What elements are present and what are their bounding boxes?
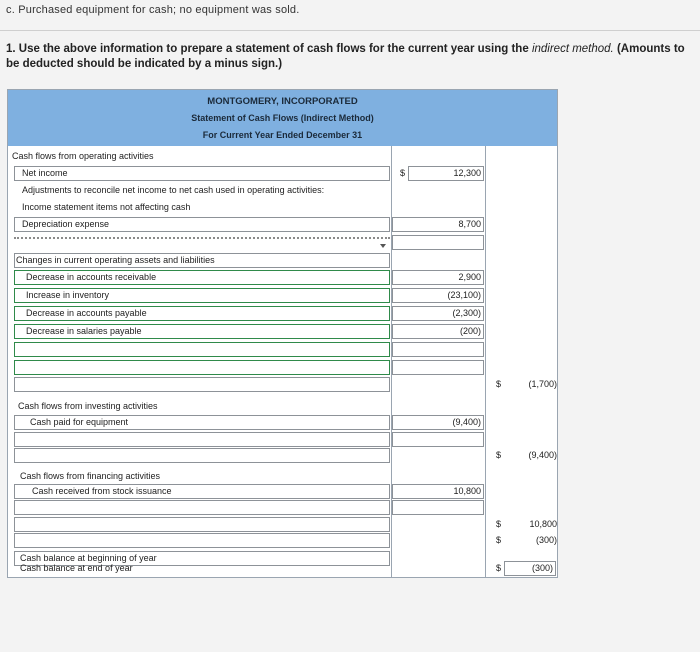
instructions xyxy=(6,42,692,72)
investing-total-dollar: $ xyxy=(496,450,502,460)
income-items-label: Income statement items not affecting cash xyxy=(22,202,191,212)
changes-heading: Changes in current operating assets and liabilities xyxy=(16,255,215,265)
investing-heading: Cash flows from investing activities xyxy=(18,401,158,411)
depreciation-label: Depreciation expense xyxy=(22,219,110,229)
change-value: (23,100) xyxy=(447,290,481,300)
blank-label-field[interactable] xyxy=(14,432,390,447)
table-row xyxy=(8,532,557,549)
net-change-value: (300) xyxy=(535,535,557,545)
company-name: MONTGOMERY, INCORPORATED xyxy=(207,96,358,107)
operating-heading: Cash flows from operating activities xyxy=(12,151,154,161)
cash-flow-statement xyxy=(7,89,558,578)
table-row xyxy=(8,305,557,322)
table-row xyxy=(8,431,557,448)
adjustments-label: Adjustments to reconcile net income to net cash used in operating activities: xyxy=(22,185,325,195)
table-row xyxy=(8,516,557,533)
divider xyxy=(0,30,700,31)
table-row xyxy=(8,165,557,182)
blank-label-field[interactable] xyxy=(14,342,390,357)
net-income-label: Net income xyxy=(22,168,68,178)
change-value: (2,300) xyxy=(452,308,481,318)
net-income-value: 12,300 xyxy=(453,168,481,178)
problem-note: c. Purchased equipment for cash; no equipment was sold. xyxy=(6,4,300,16)
change-label: Decrease in accounts receivable xyxy=(26,272,157,282)
blank-amount-field[interactable] xyxy=(392,342,484,357)
table-row xyxy=(8,287,557,304)
table-row xyxy=(8,447,557,464)
net-income-dollar: $ xyxy=(400,168,406,178)
table-row xyxy=(8,483,557,500)
chevron-down-icon[interactable] xyxy=(380,244,386,248)
blank-amount-field[interactable] xyxy=(392,500,484,515)
operating-total-dollar: $ xyxy=(496,379,502,389)
blank-amount-field[interactable] xyxy=(392,235,484,250)
table-row xyxy=(8,376,557,393)
statement-period: For Current Year Ended December 31 xyxy=(202,130,363,140)
table-row xyxy=(8,234,557,251)
statement-title: Statement of Cash Flows (Indirect Method) xyxy=(191,113,374,123)
statement-header xyxy=(8,90,557,146)
financing-total-value: 10,800 xyxy=(529,519,557,529)
ending-label: Cash balance at end of year xyxy=(20,563,133,573)
table-row xyxy=(8,499,557,516)
statement-body xyxy=(8,146,557,577)
stock-value: 10,800 xyxy=(453,486,481,496)
change-label: Decrease in accounts payable xyxy=(26,308,147,318)
instructions-method: indirect method. xyxy=(531,43,614,55)
table-row xyxy=(8,323,557,340)
net-income-label-field[interactable] xyxy=(14,166,390,181)
table-row xyxy=(8,341,557,358)
operating-total-label-field[interactable] xyxy=(14,377,390,392)
change-label: Increase in inventory xyxy=(26,290,110,300)
operating-heading-row xyxy=(8,148,557,165)
table-row xyxy=(8,199,557,216)
investing-total-value: (9,400) xyxy=(528,450,557,460)
table-row xyxy=(8,398,557,415)
ending-value: (300) xyxy=(531,563,553,573)
instructions-text: 1. Use the above information to prepare a statement of cash flows for the current year using the xyxy=(6,43,532,55)
financing-total-label-field[interactable] xyxy=(14,517,390,532)
table-row xyxy=(8,252,557,269)
blank-amount-field[interactable] xyxy=(392,360,484,375)
operating-total-value: (1,700) xyxy=(528,379,557,389)
equipment-label: Cash paid for equipment xyxy=(30,417,129,427)
depreciation-value: 8,700 xyxy=(458,219,481,229)
change-label: Decrease in salaries payable xyxy=(26,326,142,336)
net-change-dollar: $ xyxy=(496,535,502,545)
net-change-label-field[interactable] xyxy=(14,533,390,548)
ending-dollar: $ xyxy=(496,563,502,573)
instructions-note: (Amounts to be deducted should be indicated by a minus sign.) xyxy=(6,43,685,70)
table-row xyxy=(8,182,557,199)
financing-heading: Cash flows from financing activities xyxy=(20,471,161,481)
table-row xyxy=(8,560,557,577)
change-value: 2,900 xyxy=(458,272,481,282)
equipment-value: (9,400) xyxy=(452,417,481,427)
table-row xyxy=(8,216,557,233)
blank-amount-field[interactable] xyxy=(392,432,484,447)
investing-total-label-field[interactable] xyxy=(14,448,390,463)
table-row xyxy=(8,414,557,431)
table-row xyxy=(8,359,557,376)
financing-total-dollar: $ xyxy=(496,519,502,529)
dropdown-underline xyxy=(14,237,390,239)
change-value: (200) xyxy=(459,326,481,336)
stock-label: Cash received from stock issuance xyxy=(32,486,172,496)
blank-label-field[interactable] xyxy=(14,360,390,375)
beginning-label: Cash balance at beginning of year xyxy=(20,553,157,563)
table-row xyxy=(8,269,557,286)
blank-label-field[interactable] xyxy=(14,500,390,515)
